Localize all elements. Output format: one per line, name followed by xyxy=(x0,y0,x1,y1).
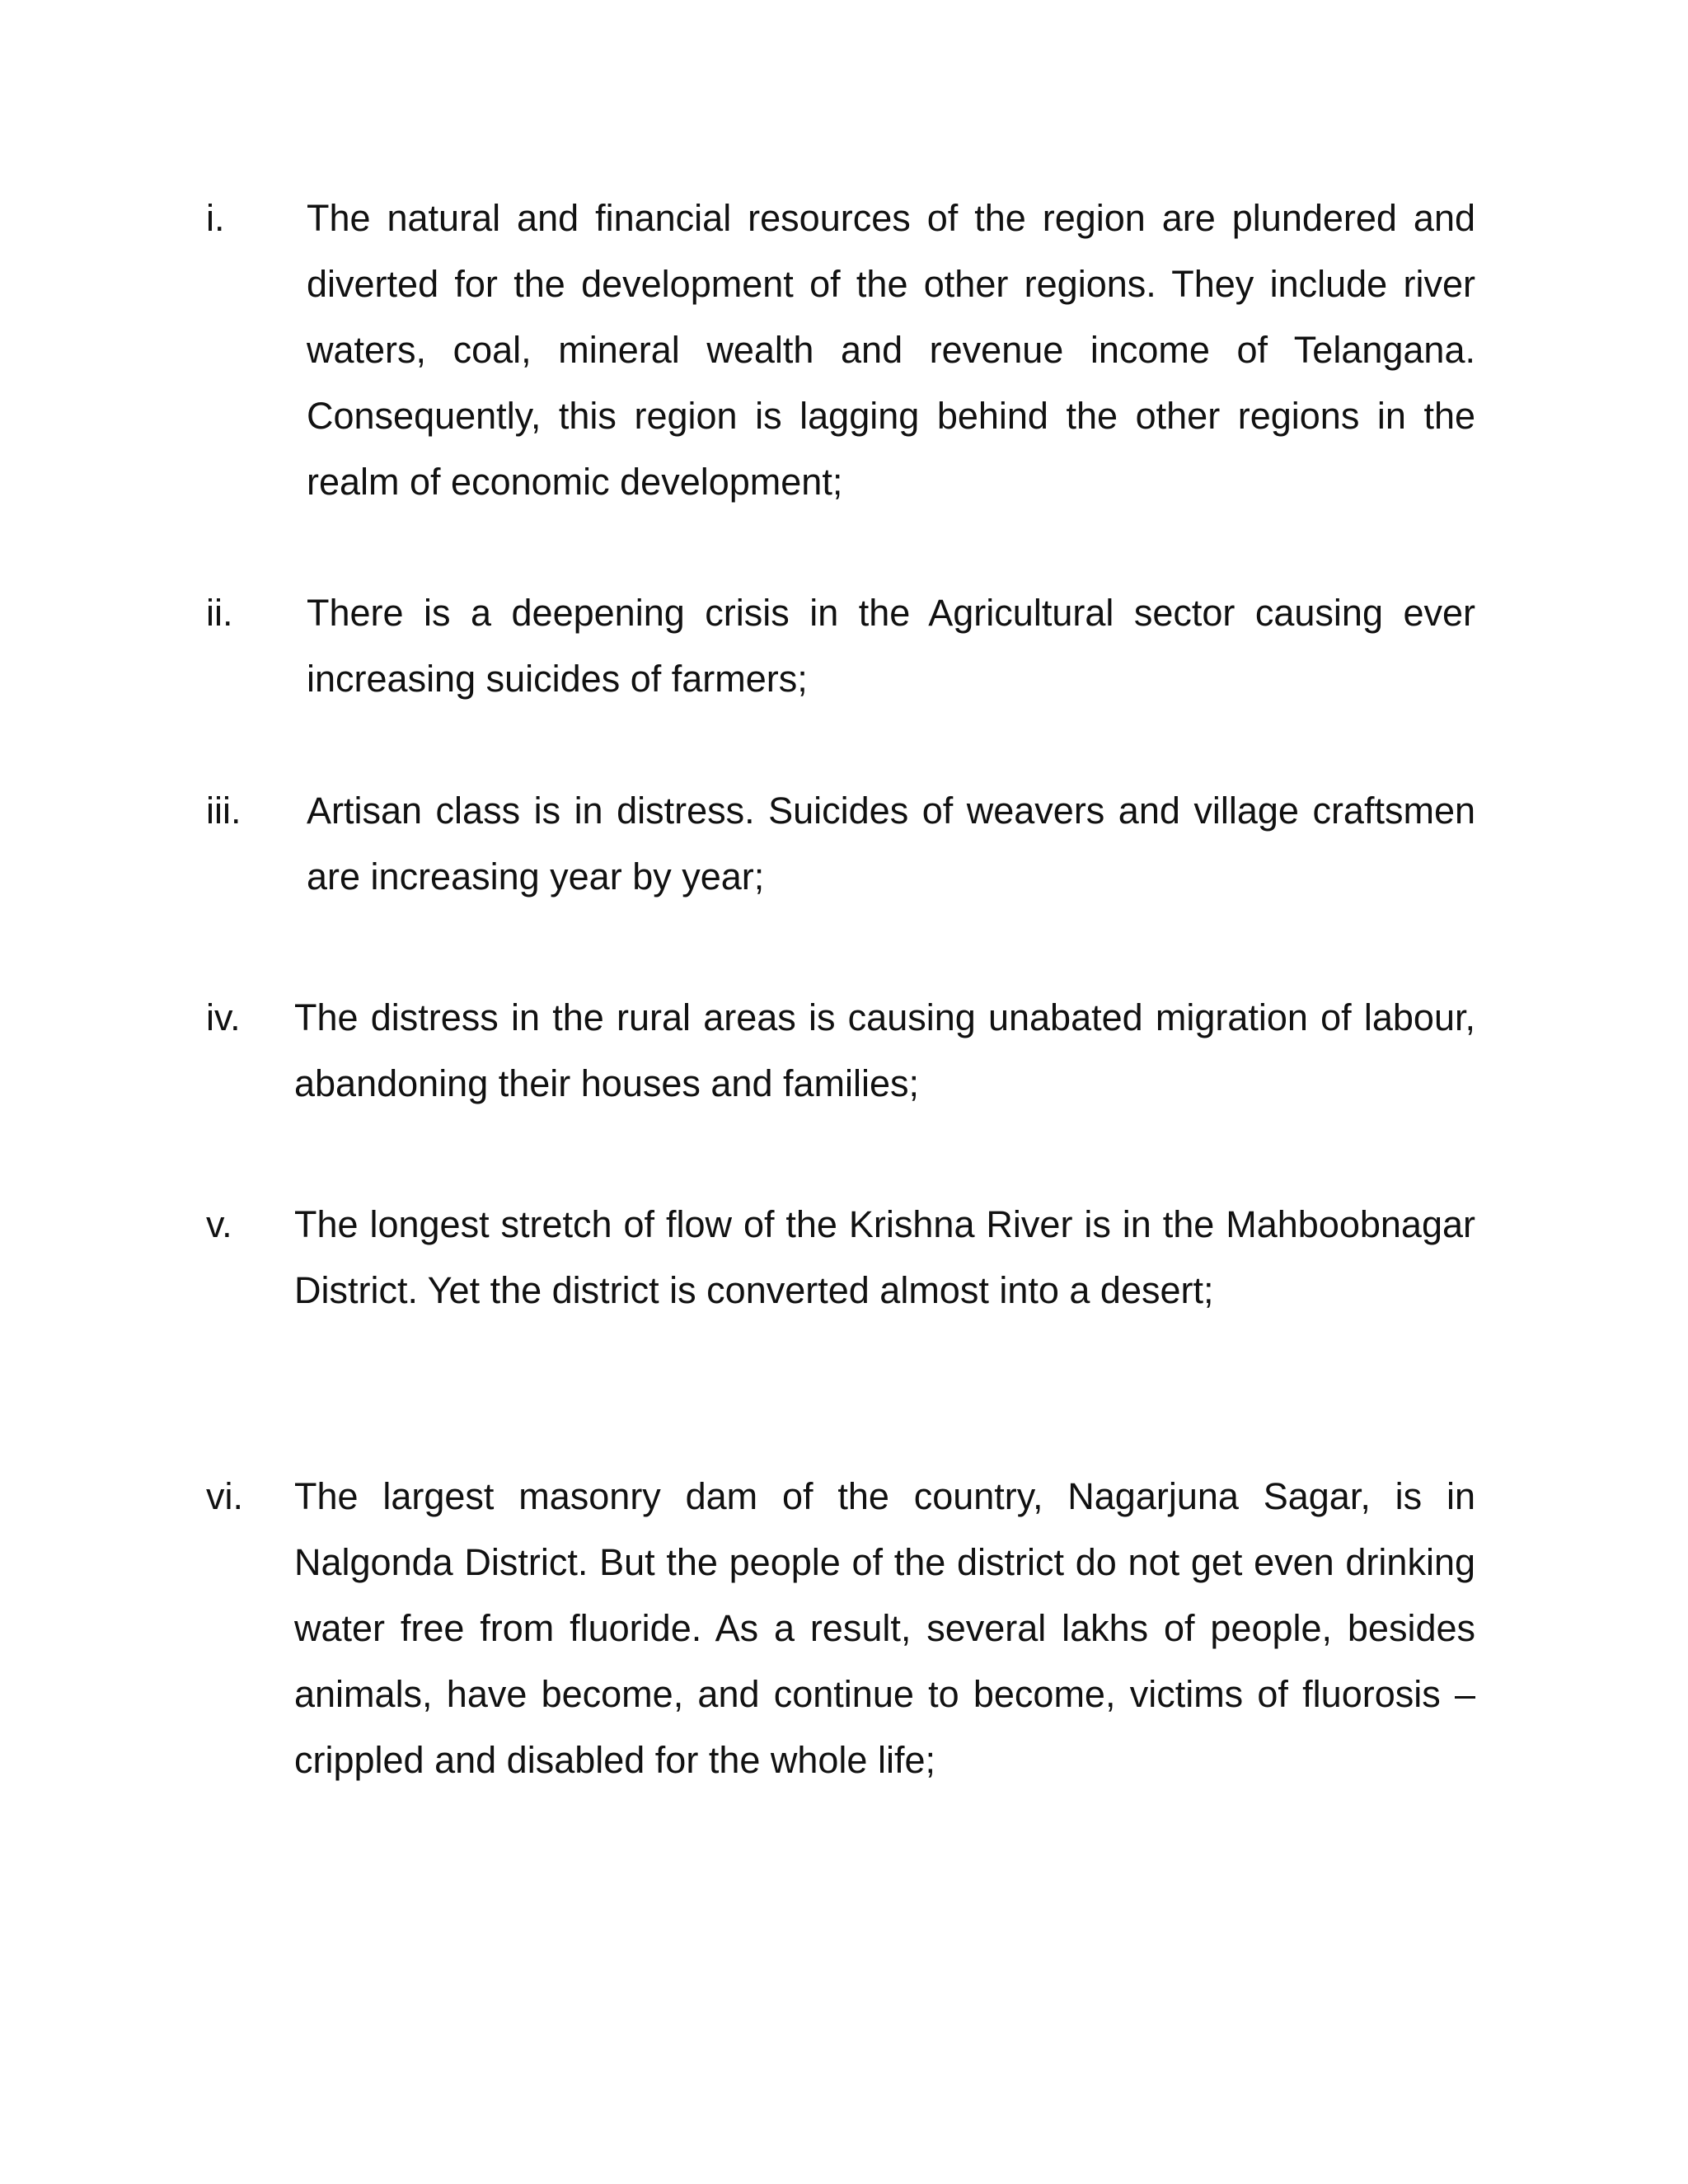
list-item-text: There is a deepening crisis in the Agricultural sector causing ever increasing suicides of farmers; xyxy=(307,592,1475,700)
list-item-text: The natural and financial resources of the region are plundered and diverted for the development of the other regions. They include river waters, coal, mineral wealth and revenue income of Telangana. Consequently, this region is lagging behind the other regions in the realm of economic development; xyxy=(307,197,1475,503)
list-item-marker: ii. xyxy=(206,592,233,634)
list-item-text: Artisan class is in distress. Suicides of weavers and village craftsmen are increasing year by year; xyxy=(307,790,1475,898)
list-item-marker: v. xyxy=(206,1203,232,1245)
list-item-text: The longest stretch of flow of the Krishna River is in the Mahboobnagar District. Yet the district is converted almost into a desert; xyxy=(294,1203,1475,1311)
list-item-marker: i. xyxy=(206,197,225,239)
list-item-marker: vi. xyxy=(206,1475,243,1517)
list-item-marker: iv. xyxy=(206,996,241,1038)
list-item-text: The largest masonry dam of the country, Nagarjuna Sagar, is in Nalgonda District. But the people of the district do not get even drinking water free from fluoride. As a result, several lakhs of people, besides animals, have become, and continue to become, victims of fluorosis – crippled and disabled for the whole life; xyxy=(294,1475,1475,1781)
list-item-text: The distress in the rural areas is causing unabated migration of labour, abandoning their houses and families; xyxy=(294,996,1475,1104)
list-item-marker: iii. xyxy=(206,790,241,832)
